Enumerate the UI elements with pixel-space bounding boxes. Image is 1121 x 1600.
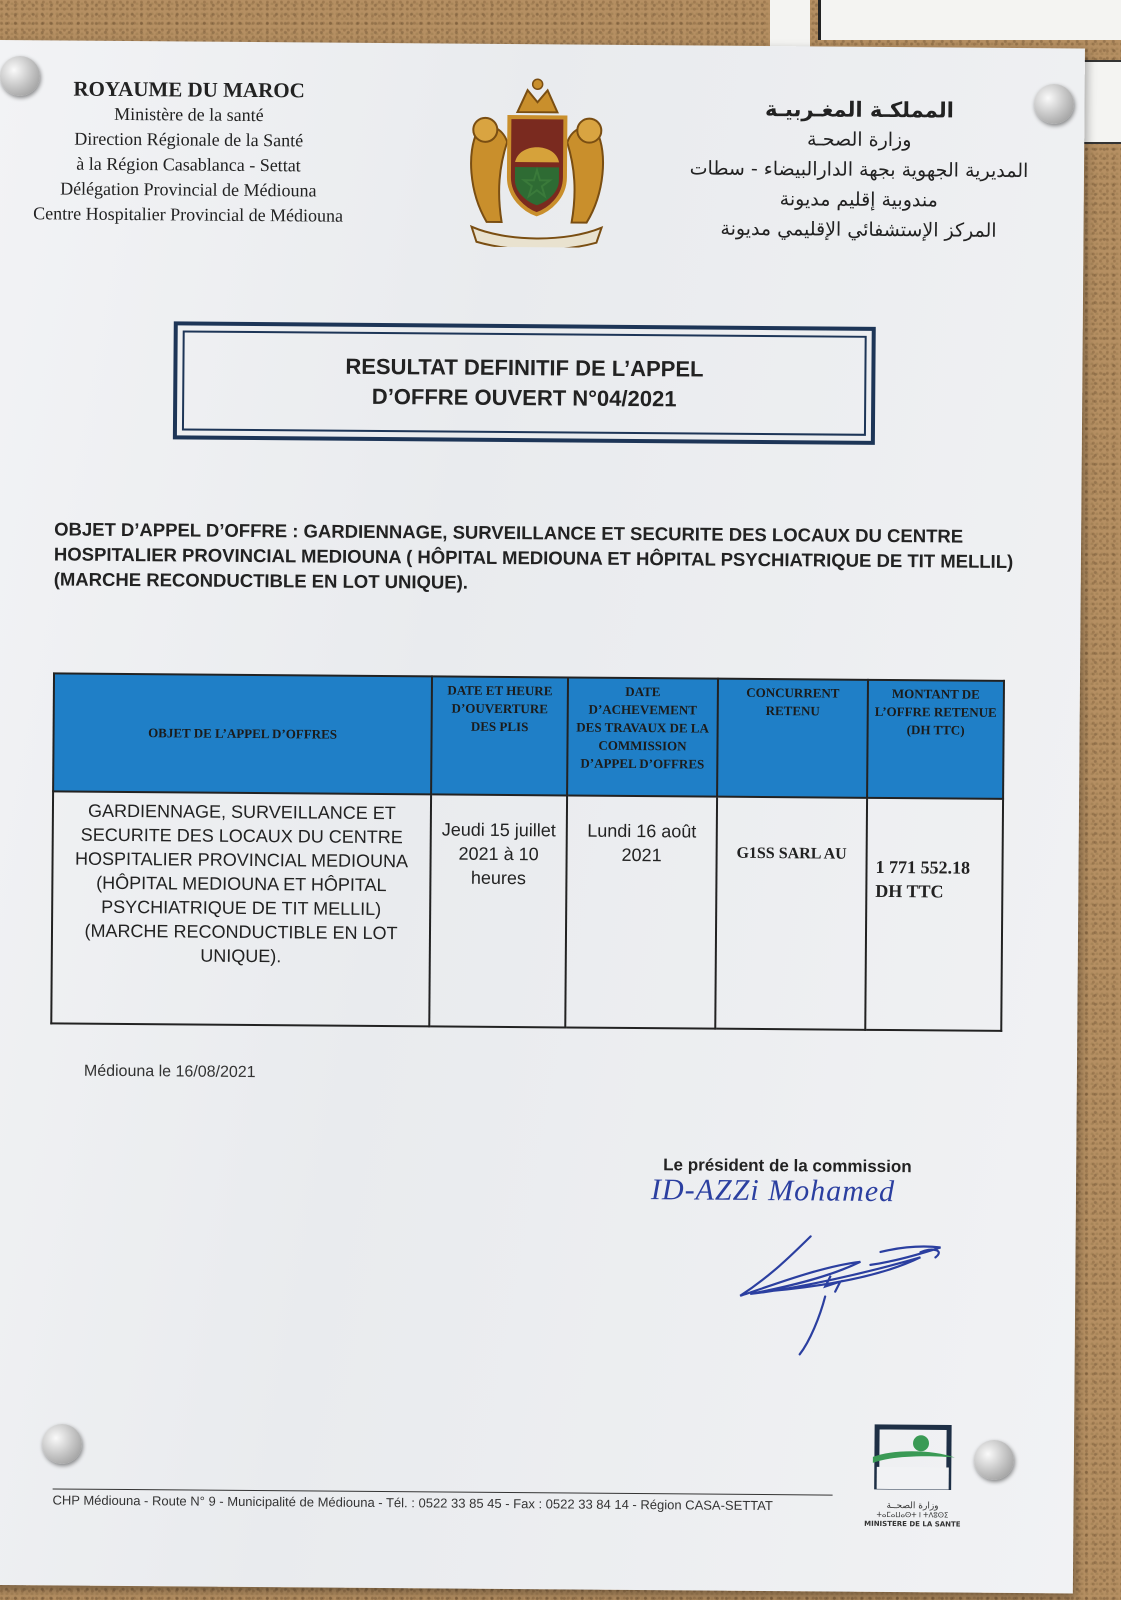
notice-paper [0,40,1085,1593]
ministry-caption-tifinagh: ⵜⴰⵎⴰⵡⴰⵙⵜ ⵏ ⵜⴷⵓⵙⵉ [876,1510,949,1520]
coat-of-arms-icon [456,72,617,248]
table-header-row [53,673,1004,798]
kingdom-label: ROYAUME DU MAROC [73,76,305,103]
ministry-caption [862,1502,962,1530]
signature-scribble-icon [730,1216,971,1358]
cell-montant: 1 771 552.18 DH TTC [865,798,1003,1031]
table-header-cell: DATE ET HEURE D’OUVERTURE DES PLIS [431,676,568,795]
header-left-line: Délégation Provincial de Médiouna [60,178,317,201]
header-left-line: à la Région Casablanca - Settat [76,153,301,176]
header-left-line: Direction Régionale de la Santé [74,128,304,151]
place-date: Médiouna le 16/08/2021 [83,1062,256,1082]
title-line-1: RESULTAT DEFINITIF DE L’APPEL [345,353,704,382]
background-paper-right [818,0,1121,40]
header-left-line: Centre Hospitalier Provincial de Médiouna [33,203,344,226]
header-right-line: مندوبية إقليم مديونة [779,188,938,212]
title-box [173,321,876,445]
pushpin-icon [1034,84,1074,124]
pushpin-icon [0,56,40,96]
header-right-line: وزارة الصحـة [806,128,912,152]
header-right-line: المملكـة المغـربيـة [764,97,955,123]
table-header-cell: DATE D’ACHEVEMENT DES TRAVAUX DE LA COMMISSION D’APPEL D’OFFRES [567,677,718,796]
objet-paragraph: OBJET D’APPEL D’OFFRE : GARDIENNAGE, SURVEILLANCE ET SECURITE DES LOCAUX DU CENTRE HOSPITALIER PROVINCIAL MEDIOUNA ( HÔPITAL MEDIOUNA ET HÔPITAL PSYCHIATRIQUE DE TIT MELLIL) (MARCHE RECONDUCTIBLE EN LOT UNIQUE). [53,518,1014,593]
header-right-line: المركز الإستشفائي الإقليمي مديونة [720,217,997,242]
footer-text: CHP Médiouna - Route N° 9 - Municipalité de Médiouna - Tél. : 0522 33 85 45 - Fax : 0522 33 84 14 - Région CASA-SETTAT [52,1492,773,1514]
header-right-line: المديرية الجهوية بجهة الدارالبيضاء - سطات [689,157,1029,183]
cell-concurrent: G1SS SARL AU [715,797,867,1030]
signature-name: ID-AZZi Mohamed [650,1173,896,1209]
cell-objet: GARDIENNAGE, SURVEILLANCE ET SECURITE DES LOCAUX DU CENTRE HOSPITALIER PROVINCIAL MEDIOUNA (HÔPITAL MEDIOUNA ET HÔPITAL PSYCHIATRIQUE DE TIT MELLIL) (MARCHE RECONDUCTIBLE EN LOT UNIQUE). [51,791,431,1026]
cell-ouverture: Jeudi 15 juillet 2021 à 10 heures [429,794,567,1027]
president-label: Le président de la commission [663,1155,912,1177]
header-left [21,76,357,229]
background-paper-edge [1080,60,1121,144]
ministry-caption-fr: MINISTERE DE LA SANTE [864,1519,961,1529]
table-header-cell: CONCURRENT RETENU [717,679,868,798]
cell-achevement: Lundi 16 août 2021 [565,795,717,1028]
header-right [673,93,1044,246]
results-table [50,672,1005,1031]
background-paper-top [770,0,810,48]
table-header-cell: MONTANT DE L’OFFRE RETENUE (DH TTC) [867,680,1004,799]
pushpin-icon [42,1424,82,1464]
pushpin-icon [974,1440,1014,1480]
title-inner [182,330,867,435]
table-header-cell: OBJET DE L’APPEL D’OFFRES [53,673,432,794]
table-row [51,791,1003,1030]
header-left-line: Ministère de la santé [114,103,264,126]
title-line-2: D’OFFRE OUVERT N°04/2021 [371,383,677,412]
ministry-caption-ar: وزارة الصحــة [886,1501,939,1512]
